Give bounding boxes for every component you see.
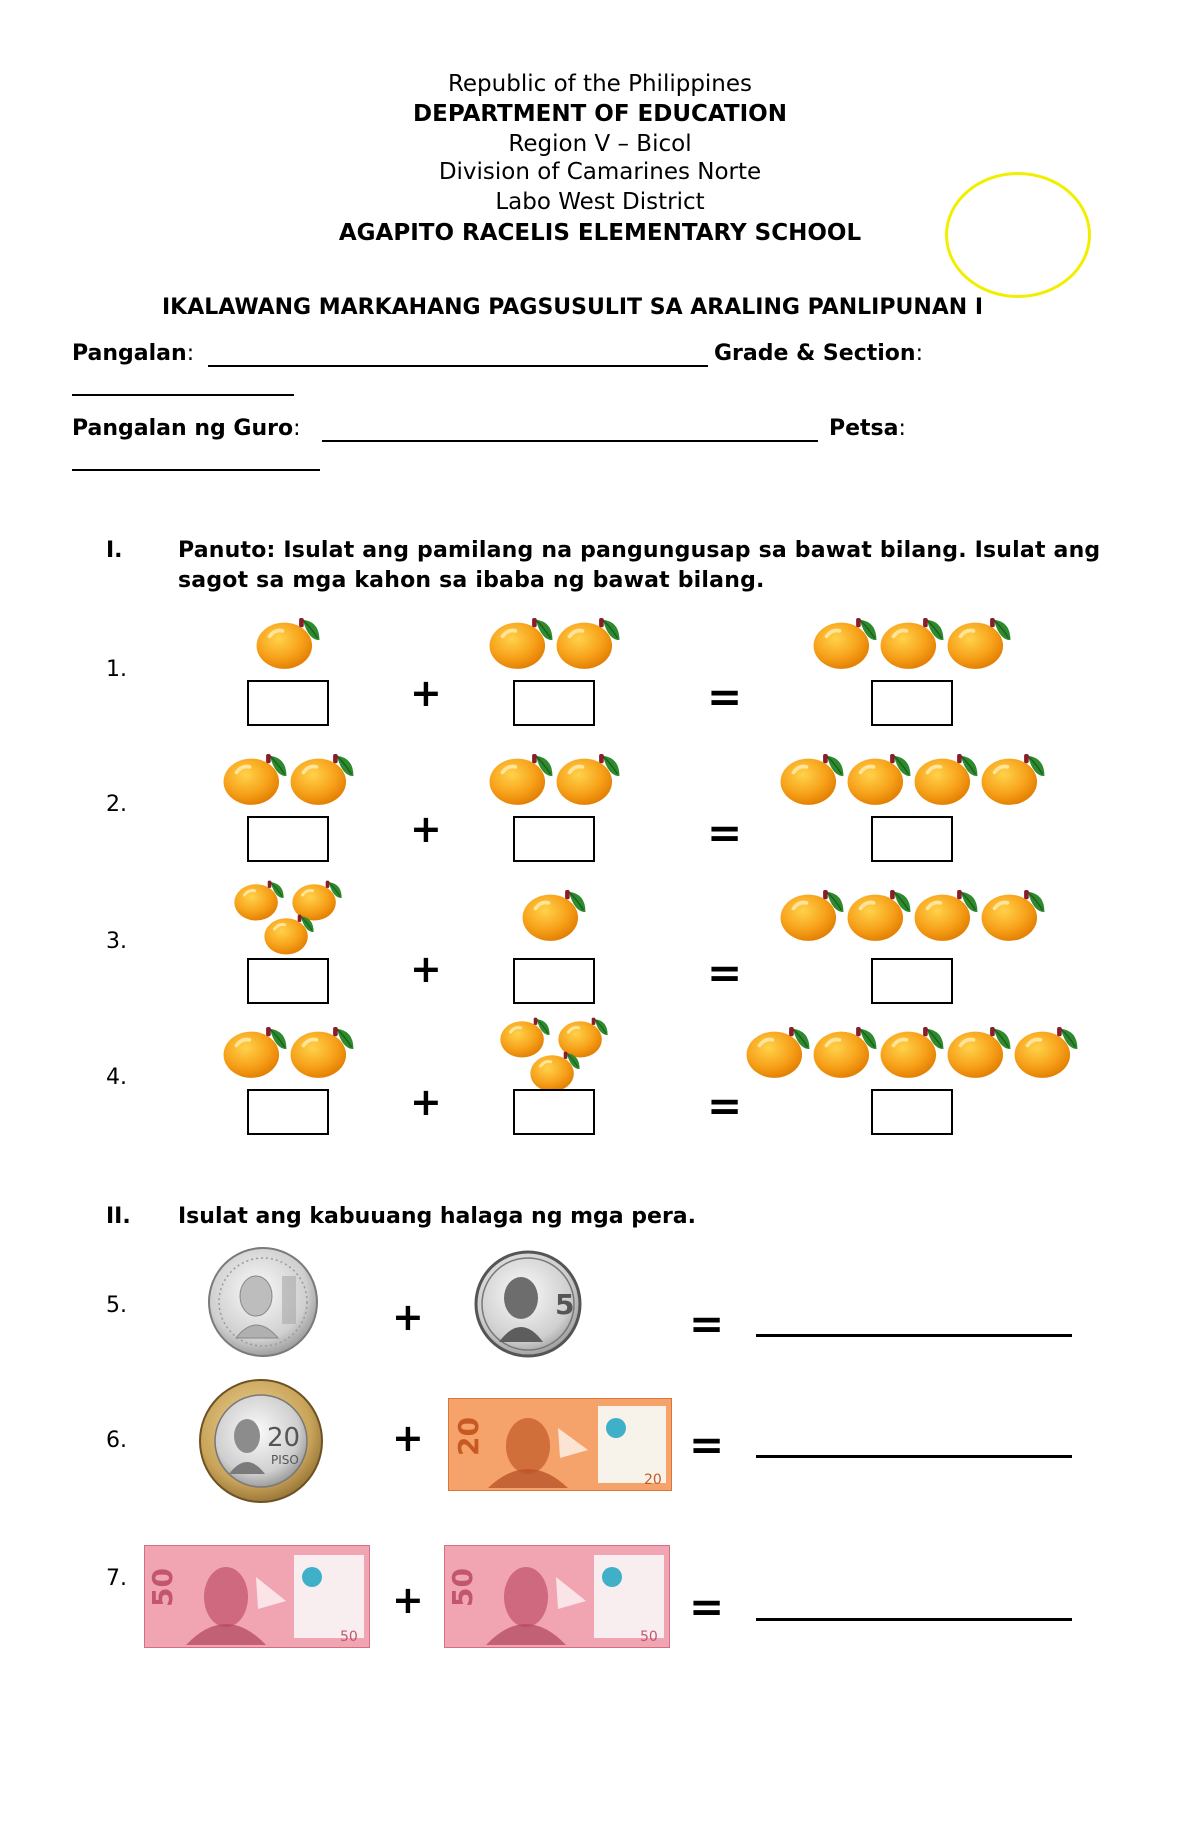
coin-unit-text: PISO	[271, 1453, 299, 1467]
plus-sign: +	[392, 1578, 424, 1622]
header-school: AGAPITO RACELIS ELEMENTARY SCHOOL	[338, 220, 862, 246]
answer-box[interactable]	[247, 816, 329, 862]
mango-icon	[842, 748, 916, 808]
mango-icon	[285, 748, 359, 808]
answer-box[interactable]	[871, 1089, 953, 1135]
answer-box[interactable]	[247, 680, 329, 726]
item-number: 3.	[106, 929, 127, 954]
date-field-line[interactable]	[72, 469, 320, 471]
fifty-peso-bill-icon	[444, 1545, 670, 1648]
five-peso-coin-icon	[473, 1250, 583, 1358]
mango-icon	[976, 748, 1050, 808]
name-field-line[interactable]	[208, 365, 708, 367]
name-field-label: Pangalan:	[72, 341, 195, 366]
section1-roman: I.	[106, 538, 123, 563]
bill-value-text: 50	[446, 1568, 479, 1607]
mango-icon	[775, 748, 849, 808]
mango-icon	[551, 748, 625, 808]
header-region: Region V – Bicol	[508, 131, 692, 157]
teacher-field-line[interactable]	[322, 440, 818, 442]
answer-box[interactable]	[513, 1089, 595, 1135]
mango-icon	[842, 884, 916, 944]
answer-box[interactable]	[871, 680, 953, 726]
plus-sign: +	[410, 1080, 442, 1124]
plus-sign: +	[410, 947, 442, 991]
item-number: 6.	[106, 1428, 127, 1453]
section1-instructions: Panuto: Isulat ang pamilang na pangungusap sa bawat bilang. Isulat ang sagot sa mga kahon sa ibaba ng bawat bilang.	[178, 538, 1101, 593]
answer-box[interactable]	[247, 1089, 329, 1135]
mango-icon	[909, 884, 983, 944]
bill-corner-value: 50	[640, 1629, 658, 1645]
answer-line[interactable]	[756, 1334, 1072, 1337]
equals-sign: =	[689, 1582, 725, 1631]
mango-icon	[285, 1021, 359, 1081]
exam-title: IKALAWANG MARKAHANG PAGSUSULIT SA ARALING PANLIPUNAN I	[162, 295, 984, 320]
equals-sign: =	[707, 948, 743, 997]
header-division: Division of Camarines Norte	[438, 159, 762, 185]
mango-icon	[484, 748, 558, 808]
plus-sign: +	[410, 671, 442, 715]
plus-sign: +	[392, 1295, 424, 1339]
mango-icon	[775, 884, 849, 944]
mango-icon	[260, 910, 318, 957]
coin-value-text: 20	[267, 1423, 301, 1453]
mango-icon	[875, 612, 949, 672]
item-number: 2.	[106, 792, 127, 817]
grade-section-line[interactable]	[72, 394, 294, 396]
teacher-field-label: Pangalan ng Guro:	[72, 416, 301, 441]
mango-icon	[218, 1021, 292, 1081]
answer-box[interactable]	[513, 680, 595, 726]
silver-coin-icon	[206, 1246, 320, 1358]
mango-icon	[875, 1021, 949, 1081]
mango-icon	[741, 1021, 815, 1081]
item-number: 1.	[106, 657, 127, 682]
fifty-peso-bill-icon	[144, 1545, 370, 1648]
plus-sign: +	[392, 1416, 424, 1460]
mango-icon	[526, 1047, 584, 1094]
equals-sign: =	[707, 672, 743, 721]
mango-icon	[484, 612, 558, 672]
answer-box[interactable]	[513, 816, 595, 862]
bill-corner-value: 20	[644, 1472, 662, 1488]
item-number: 5.	[106, 1293, 127, 1318]
svg-text:5: 5	[555, 1288, 575, 1321]
answer-box[interactable]	[247, 958, 329, 1004]
answer-line[interactable]	[756, 1455, 1072, 1458]
grade-section-label: Grade & Section:	[714, 341, 923, 366]
equals-sign: =	[689, 1299, 725, 1348]
date-field-label: Petsa:	[829, 416, 906, 441]
twenty-peso-bill-icon	[448, 1398, 672, 1491]
yellow-circle-mark	[945, 172, 1091, 298]
mango-icon	[808, 612, 882, 672]
mango-icon	[808, 1021, 882, 1081]
mango-icon	[251, 612, 325, 672]
mango-icon	[942, 612, 1016, 672]
equals-sign: =	[707, 808, 743, 857]
mango-icon	[218, 748, 292, 808]
mango-icon	[551, 612, 625, 672]
mango-icon	[942, 1021, 1016, 1081]
equals-sign: =	[689, 1420, 725, 1469]
bill-value-text: 20	[452, 1417, 485, 1456]
item-number: 4.	[106, 1065, 127, 1090]
answer-box[interactable]	[871, 816, 953, 862]
answer-line[interactable]	[756, 1618, 1072, 1621]
bill-corner-value: 50	[340, 1629, 358, 1645]
header-department: DEPARTMENT OF EDUCATION	[413, 101, 787, 127]
section2-roman: II.	[106, 1204, 131, 1229]
answer-box[interactable]	[513, 958, 595, 1004]
mango-icon	[517, 884, 591, 944]
header-republic: Republic of the Philippines	[447, 71, 753, 97]
mango-icon	[1009, 1021, 1083, 1081]
header-district: Labo West District	[495, 189, 705, 215]
answer-box[interactable]	[871, 958, 953, 1004]
twenty-peso-coin-icon	[197, 1378, 325, 1504]
mango-icon	[909, 748, 983, 808]
plus-sign: +	[410, 807, 442, 851]
section2-instructions: Isulat ang kabuuang halaga ng mga pera.	[178, 1204, 696, 1229]
bill-value-text: 50	[146, 1568, 179, 1607]
mango-icon	[976, 884, 1050, 944]
equals-sign: =	[707, 1081, 743, 1130]
item-number: 7.	[106, 1566, 127, 1591]
